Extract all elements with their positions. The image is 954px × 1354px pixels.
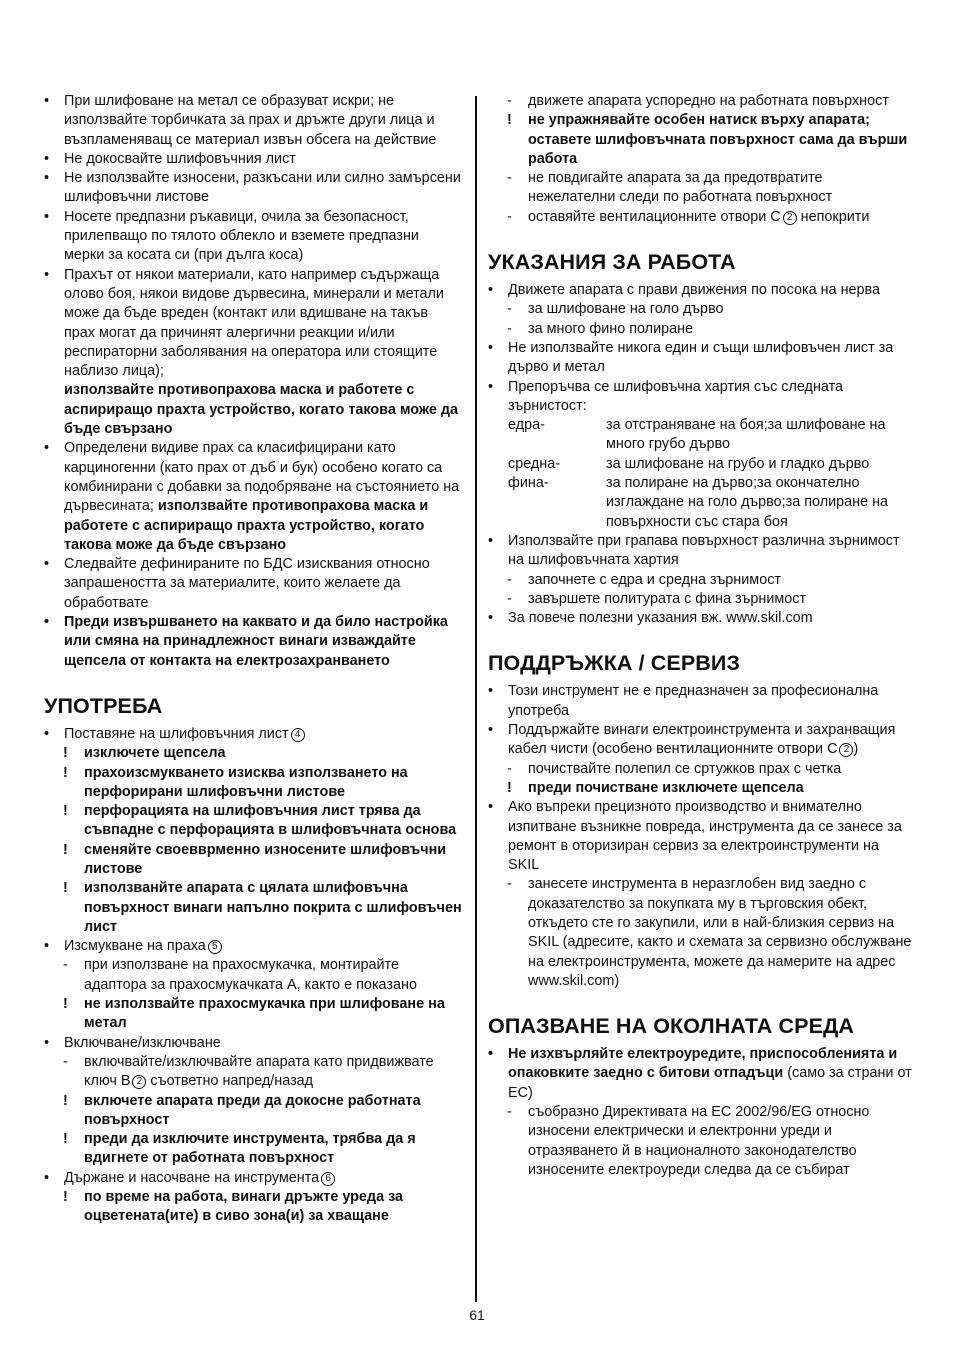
item-text: Държане и насочване на инструмента [64,1169,320,1186]
item-text: не използвайте прахосмукачка при шлифоване на метал [84,996,445,1032]
item-text: използвайте противопрахова маска и работете с аспириращо прахта устройство, когато такова може да бъде свързано [64,498,429,553]
exclamation-icon: ! [63,1189,68,1206]
left-column [44,92,462,1227]
item-text: Носете предпазни ръкавици, очила за безопасност, прилепващо по тялото облекло и вземете предпазни мерки за косата си (при дълга коса) [64,208,419,264]
dash-icon: - [507,760,512,777]
item-text: Не използвайте износени, разкъсани или силно замърсени шлифовъчни листове [64,170,461,206]
warning-item [44,1188,462,1227]
bullet-item [488,798,912,875]
page-number: 61 [469,1307,485,1323]
item-text: за много фино полиране [528,320,694,337]
bullet-icon: • [488,282,494,299]
item-text: Включване/изключване [64,1034,221,1051]
item-text: Препоръчва се шлифовъчна хартия със следната зърнистост: [508,378,844,414]
item-text: перфорацията на шлифовъчния лист трява да съвпадне с перфорацията в шлифовъчната основа [84,803,457,839]
bullet-icon: • [488,1046,494,1063]
figure-ref-badge: 2 [783,211,797,225]
section-heading: УКАЗАНИЯ ЗА РАБОТА [488,250,736,275]
bullet-icon: • [44,1169,50,1186]
dash-item [488,92,912,111]
bullet-item [44,937,462,956]
bullet-item [488,682,912,721]
item-text: преди да изключите инструмента, трябва да я вдигнете от работната повърхност [84,1131,416,1167]
item-text: включвайте/изключвайте апарата като придвижвате ключ B [84,1053,434,1090]
exclamation-icon: ! [507,112,512,129]
item-text: съобразно Директивата на ЕС 2002/96/EG относно износени електрически и електронни уреди и отразяването й в националното законодателство износените електроуреди следва да се събират [528,1104,870,1178]
dash-icon: - [507,320,512,337]
exclamation-icon: ! [63,996,68,1013]
item-text: (само за страни от ЕС) [508,1065,912,1101]
dash-icon: - [507,301,512,318]
grit-usage: за отстраняване на боя;за шлифоване на много грубо дърво [606,417,886,453]
dash-item [44,1053,462,1092]
item-text: При шлифоване на метал се образуват искри; не използвайте торбичката за прах и дръжте други лица и възпламеняващ се материал извън обсега на действие [64,93,437,148]
dash-icon: - [63,957,68,974]
item-text: използвайте противопрахова маска и работете с аспириращо прахта устройство, когато такова може да бъде свързано [64,382,459,438]
bullet-item [44,208,462,266]
section-heading: УПОТРЕБА [44,693,163,718]
warning-item [488,111,912,169]
dash-icon: - [507,571,512,588]
bullet-item [488,339,912,378]
item-text: почиствайте полепил се сртужков прах с четка [528,760,842,777]
bullet-icon: • [44,208,50,225]
item-text: използванйте апарата с цялата шлифовъчна повърхност винаги напълно покрита с шлифовъчен лист [84,880,462,935]
exclamation-icon: ! [63,764,68,781]
dash-icon: - [507,1104,512,1121]
bullet-item [44,150,462,169]
section-heading: ПОДДРЪЖКА / СЕРВИЗ [488,651,741,676]
column-divider [475,96,477,1302]
warning-item [44,802,462,841]
bullet-icon: • [488,610,494,627]
item-text: по време на работа, винаги дръжте уреда за оцветената(ите) в сиво зона(и) за хващане [84,1189,404,1225]
grit-label: фина- [508,475,549,492]
item-text: Изсмукване на праха [64,938,206,955]
bullet-icon: • [488,799,494,816]
warning-item [44,764,462,803]
item-text: Не използвайте никога един и същи шлифовъчен лист за дърво и метал [508,339,894,376]
bullet-item [44,725,462,744]
item-text: Не изхвърляйте електроуредите, приспособленията и опаковките заедно с битови отпадъци [508,1046,898,1082]
bullet-icon: • [488,378,494,395]
grit-usage: за полиране на дърво;за окончателно изглаждане на голо дърво;за полиране на повърхности със стара боя [606,475,889,530]
exclamation-icon: ! [63,803,68,820]
dash-item [488,1103,912,1180]
exclamation-icon: ! [63,1092,68,1109]
item-text: Поддържайте винаги електроинструмента и захранващия кабел чисти (особено вентилационните отвори С [508,722,896,758]
figure-ref-badge: 2 [839,743,853,757]
bullet-icon: • [44,93,50,109]
bullet-item [488,609,912,628]
item-text: започнете с едра и средна зърнимост [528,571,781,588]
dash-item [488,590,912,609]
bullet-icon: • [44,614,50,631]
bullet-icon: • [44,938,50,955]
bullet-item [488,281,912,300]
grit-table [488,416,912,532]
bullet-icon: • [44,266,50,283]
dash-item [488,760,912,779]
item-text: прахоизсмукването изисква използването на перфорирани шлифовъчни листове [84,764,408,800]
bullet-icon: • [44,440,50,457]
figure-ref-badge: 5 [208,940,222,954]
bullet-item [44,92,462,150]
exclamation-icon: ! [63,841,68,858]
item-text: Следвайте дефинираните по БДС изисквания относно запрашеността за материалите, които желаете да обработвате [64,556,430,611]
warning-item [44,995,462,1034]
warning-item [44,744,462,763]
bullet-icon: • [488,683,494,700]
item-text: при използване на прахосмукачка, монтирайте адаптора за прахосмукачката А, както е показано [84,957,417,993]
item-text: ) [853,741,859,758]
item-text: изключете щепсела [84,745,226,762]
dash-icon: - [507,170,512,187]
item-text: движете апарата успоредно на работната повърхност [528,93,889,109]
exclamation-icon: ! [63,880,68,897]
item-text: не повдигайте апарата за да предотвратите нежелателни следи по работната повърхност [528,170,833,206]
bullet-icon: • [44,556,50,573]
bullet-icon: • [44,725,50,742]
warning-item [488,779,912,798]
warning-item [44,1092,462,1131]
item-text: Ако въпреки прецизното производство и внимателно изпитване възникне повреда, инструмента да се занесе за ремонт в оторизиран сервиз за електроинструменти на SKIL [508,799,902,874]
item-text: съответно напред/назад [146,1073,314,1090]
bullet-item [44,439,462,555]
item-text: Използвайте при грапава повърхност различна зърнимост на шлифовъчната хартия [508,532,900,569]
item-text: Поставяне на шлифовъчния лист [64,725,289,742]
bullet-item [488,532,912,571]
dash-icon: - [507,876,512,893]
item-text: преди почистване изключете щепсела [528,779,804,796]
exclamation-icon: ! [63,745,68,762]
item-text: Движете апарата с прави движения по посока на нерва [508,282,881,299]
item-text: непокрити [796,208,870,225]
bullet-item [44,555,462,613]
dash-item [44,956,462,995]
right-column [488,92,912,1180]
dash-item [488,208,912,227]
item-text: за шлифоване на голо дърво [528,301,724,318]
dash-icon: - [507,590,512,607]
bullet-item [44,1169,462,1188]
bullet-item [44,266,462,440]
grit-usage: за шлифоване на грубо и гладко дърво [606,455,870,472]
warning-item [44,879,462,937]
item-text: не упражнявайте особен натиск върху апарата; оставете шлифовъчната повърхност сама да върши работа [528,112,908,167]
dash-item [488,571,912,590]
bullet-item [488,1045,912,1103]
figure-ref-badge: 6 [321,1172,335,1186]
bullet-item [44,613,462,671]
item-text: завършете политурата с фина зърнимост [528,590,807,607]
grit-label: средна- [508,455,561,472]
bullet-icon: • [44,1034,50,1051]
item-text: Определени видиве прах са класифицирани като карциногенни (като прах от дъб и бук) особено когато са комбинирани с добавки за подобряване на състоянието на дървесината; [64,440,460,515]
item-text: За повече полезни указания вж. www.skil.com [508,610,813,627]
dash-icon: - [63,1053,68,1070]
item-text: сменяйте своевврменно износените шлифовъчни листове [84,841,447,877]
figure-ref-badge: 4 [291,728,305,742]
item-text: занесете инструмента в неразглобен вид заедно с доказателство за покупката му в търговския обект, откъдето сте го закупили, или в най-близкия сервиз на SKIL (адресите, както и схемата за сервизно обслужване на електроинструмента, можете да намерите на адрес www.skil.com) [528,876,912,989]
figure-ref-badge: 2 [132,1075,146,1089]
bullet-item [488,721,912,760]
exclamation-icon: ! [507,779,512,796]
bullet-item [488,378,912,417]
item-text: оставяйте вентилационните отвори С [528,208,781,225]
item-text: Не докосвайте шлифовъчния лист [64,150,296,167]
item-text: Този инструмент не е предназначен за професионална употреба [508,683,879,719]
bullet-icon: • [44,170,50,187]
dash-icon: - [507,93,512,109]
item-text: Прахът от някои материали, като например съдържаща олово боя, някои видове дървесина, минерали и метали може да бъде вреден (контакт или вдишване на такъв прах могат да причинят алергични реакции и/или респираторни заболявания на оператора или стоящите наблизо лица); [64,266,444,380]
warning-item [44,841,462,880]
dash-item [488,300,912,319]
item-text: Преди извършването на каквато и да било настройка или смяна на принадлежност винаги изваждайте щепсела от контакта на електрозахранването [64,614,448,669]
dash-item [488,320,912,339]
bullet-item [44,1034,462,1053]
bullet-icon: • [488,532,494,549]
dash-icon: - [507,208,512,225]
dash-item [488,169,912,208]
grit-label: едра- [508,417,545,434]
bullet-item [44,169,462,208]
bullet-icon: • [488,339,494,356]
section-heading: ОПАЗВАНЕ НА ОКОЛНАТА СРЕДА [488,1014,855,1039]
bullet-icon: • [488,722,494,739]
exclamation-icon: ! [63,1131,68,1148]
item-text: включете апарата преди да докосне работната повърхност [84,1092,421,1128]
bullet-icon: • [44,150,50,167]
warning-item [44,1130,462,1169]
dash-item [488,875,912,991]
